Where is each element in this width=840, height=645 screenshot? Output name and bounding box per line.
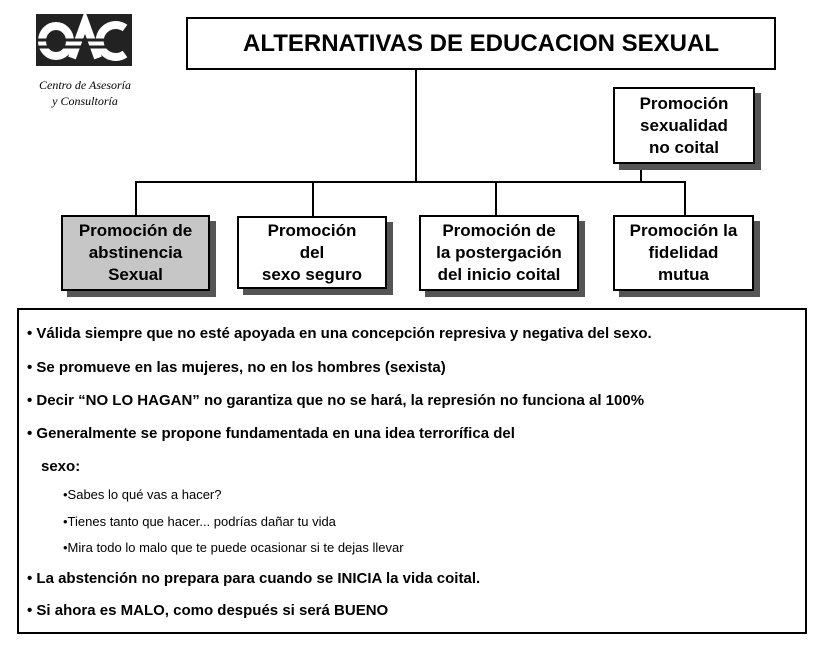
connector-b4 bbox=[684, 181, 686, 215]
points-panel bbox=[17, 308, 807, 634]
sub-point-1: •Sabes lo qué vas a hacer? bbox=[63, 487, 222, 502]
box-fidelidad: Promoción la fidelidad mutua bbox=[613, 215, 754, 291]
cac-logo bbox=[36, 14, 132, 66]
box-postergacion: Promoción de la postergación del inicio coital bbox=[419, 215, 579, 291]
connector-horizontal bbox=[135, 181, 686, 183]
connector-b1 bbox=[135, 181, 137, 215]
box-sexo-seguro: Promoción del sexo seguro bbox=[237, 216, 387, 289]
point-6: • Si ahora es MALO, como después si será BUENO bbox=[27, 602, 389, 619]
box-abstinencia: Promoción de abstinencia Sexual bbox=[61, 215, 210, 291]
connector-top-right bbox=[640, 164, 642, 182]
connector-title-down bbox=[415, 70, 417, 183]
point-3: • Decir “NO LO HAGAN” no garantiza que no se hará, la represión no funciona al 100% bbox=[27, 392, 645, 409]
connector-b3 bbox=[495, 181, 497, 215]
point-4-continued: sexo: bbox=[41, 458, 81, 475]
point-1: • Válida siempre que no esté apoyada en una concepción represiva y negativa del sexo. bbox=[27, 325, 652, 342]
point-4: • Generalmente se propone fundamentada en una idea terrorífica del bbox=[27, 425, 515, 442]
point-2: • Se promueve en las mujeres, no en los hombres (sexista) bbox=[27, 359, 446, 376]
connector-b2 bbox=[312, 181, 314, 216]
logo-caption: Centro de Asesoría y Consultoría bbox=[39, 78, 131, 108]
diagram-title: ALTERNATIVAS DE EDUCACION SEXUAL bbox=[186, 17, 776, 70]
box-sexualidad-no-coital: Promoción sexualidad no coital bbox=[613, 87, 755, 164]
sub-point-2: •Tienes tanto que hacer... podrías dañar tu vida bbox=[63, 514, 336, 529]
sub-point-3: •Mira todo lo malo que te puede ocasionar si te dejas llevar bbox=[63, 540, 404, 555]
point-5: • La abstención no prepara para cuando se INICIA la vida coital. bbox=[27, 570, 481, 587]
